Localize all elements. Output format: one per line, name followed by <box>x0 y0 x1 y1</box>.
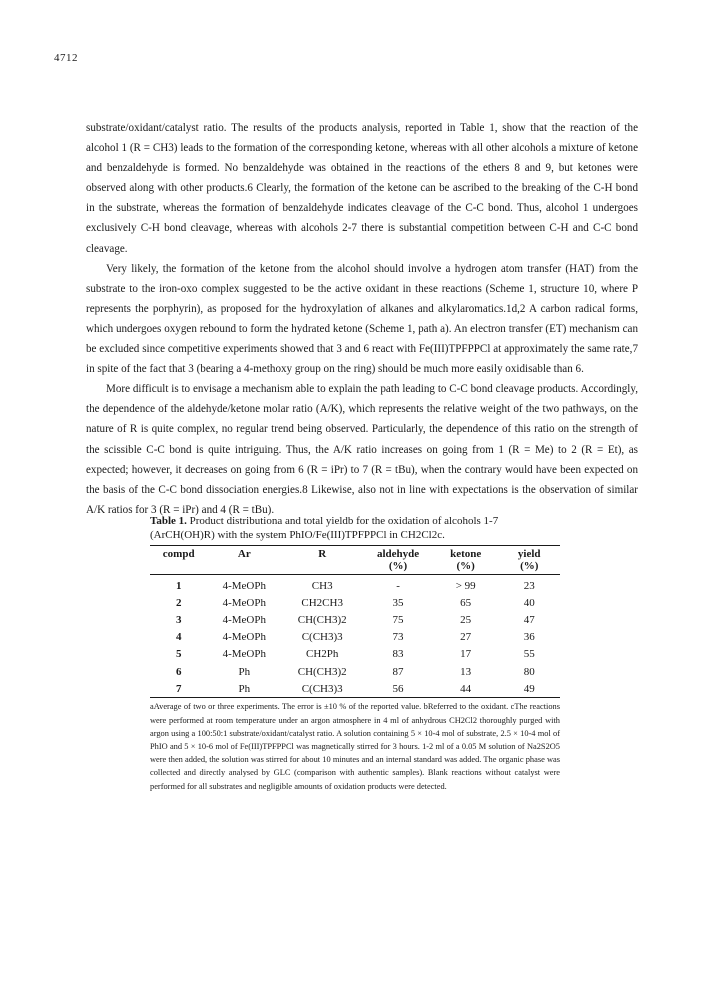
cell-compd: 6 <box>175 665 182 678</box>
table-row <box>150 680 560 698</box>
table-label: Table 1. <box>150 515 187 527</box>
cell-r: C(CH3)3 <box>301 631 343 644</box>
paragraph-3: More difficult is to envisage a mechanism able to explain the path leading to C-C bond cleavage products. Accordingly, the dependence of the aldehyde/ketone molar ratio (A/K), which represents the relative weight of the two pathways, on the nature of R is quite complex, no regular trend being observed. Particularly, the dependence of this ratio on the strength of the scissible C-C bond is quite intriguing. Thus, the A/K ratio increases on going from 1 (R = Me) to 2 (R = Et), as expected; however, it decreases on going from 6 (R = iPr) to 7 (R = tBu), when the contrary would have been expected on the basis of the C-C bond dissociation energies.8 Likewise, also not in line with expectations is the observation of similar A/K ratios for 3 (R = iPr) and 4 (R = tBu). <box>86 383 638 516</box>
cell-ar: 4-MeOPh <box>222 631 266 644</box>
cell-compd: 5 <box>175 648 182 661</box>
header-aldehyde: aldehyde <box>363 546 433 561</box>
cell-compd: 1 <box>175 579 182 592</box>
cell-aldehyde: - <box>396 579 400 592</box>
cell-compd: 4 <box>175 631 182 644</box>
cell-yield: 23 <box>523 579 535 592</box>
cell-yield: 40 <box>523 596 535 609</box>
table-footnote: aAverage of two or three experiments. The error is ±10 % of the reported value. bReferred to the oxidant. cThe reactions were performed at room temperature under an argon atmosphere in 4 ml of anhydrous CH2Cl2 thoroughly purged with argon using a 100:50:1 substrate/oxidant/catalyst ratio. A solution containing 5 × 10-4 mol of substrate, 2.5 × 10-4 mol of PhIO and 5 × 10-6 mol of Fe(III)TPFPPCl was magnetically stirred for 3 hours. 1-2 ml of a 0.05 M solution of Na2S2O5 were then added, the solution was stirred for about 10 minutes and an internal standard was added. The organic phase was collected and directly analysed by GLC (comparison with authentic samples). Blank reactions without catalyst were performed for all substrates and negligible amounts of oxidation products were detected. <box>150 702 560 791</box>
cell-r: CH(CH3)2 <box>297 665 347 678</box>
table-unit-row <box>150 560 560 575</box>
paragraph-1: substrate/oxidant/catalyst ratio. The results of the products analysis, reported in Table 1, show that the reaction of the alcohol 1 (R = CH3) leads to the formation of the corresponding ketone, whereas with all other alcohols a mixture of ketone and benzaldehyde is formed. No benzaldehyde was obtained in the reactions of the ethers 8 and 9, but ketones were observed along with other products.6 Clearly, the formation of the ketone can be ascribed to the breaking of the C-H bond in the substrate, whereas the formation of benzaldehyde indicates cleavage of the C-C bond. Thus, alcohol 1 undergoes exclusively C-H bond cleavage, whereas with alcohols 2-7 there is substantial competition between C-H and C-C bond cleavage. <box>86 122 638 255</box>
table-row <box>150 629 560 646</box>
unit-ketone: (%) <box>433 560 499 575</box>
table-row <box>150 611 560 628</box>
table-header-row <box>150 546 560 561</box>
cell-yield: 80 <box>523 665 535 678</box>
cell-ketone: 65 <box>460 596 472 609</box>
table-caption-text: Product distributiona and total yieldb for the oxidation of alcohols 1-7 (ArCH(OH)R) with the system PhIO/Fe(III)TPFPPCl in CH2Cl2c. <box>150 515 499 541</box>
product-distribution-table <box>150 545 560 698</box>
table-row <box>150 594 560 611</box>
header-ketone: ketone <box>433 546 499 561</box>
table-row <box>150 663 560 680</box>
page-number: 4712 <box>54 52 78 64</box>
cell-r: CH(CH3)2 <box>297 613 347 626</box>
cell-yield: 36 <box>523 631 535 644</box>
header-r: R <box>281 546 363 561</box>
cell-aldehyde: 83 <box>392 648 404 661</box>
header-compd: compd <box>150 546 207 561</box>
cell-r: CH2CH3 <box>301 596 343 609</box>
body-text <box>86 118 638 520</box>
cell-compd: 3 <box>175 613 182 626</box>
cell-r: CH2Ph <box>305 648 339 661</box>
table-1 <box>150 514 560 793</box>
cell-aldehyde: 87 <box>392 665 404 678</box>
cell-aldehyde: 35 <box>392 596 404 609</box>
cell-yield: 47 <box>523 613 535 626</box>
cell-ar: Ph <box>238 665 251 678</box>
cell-aldehyde: 75 <box>392 613 404 626</box>
cell-aldehyde: 73 <box>392 631 404 644</box>
cell-ar: 4-MeOPh <box>222 596 266 609</box>
cell-r: C(CH3)3 <box>281 680 363 698</box>
cell-compd: 7 <box>150 680 207 698</box>
cell-r: CH3 <box>311 579 333 592</box>
cell-ketone: 25 <box>460 613 472 626</box>
cell-ar: 4-MeOPh <box>222 579 266 592</box>
table-row <box>150 646 560 663</box>
header-ar: Ar <box>207 546 281 561</box>
cell-ketone: 13 <box>460 665 472 678</box>
cell-aldehyde: 56 <box>363 680 433 698</box>
cell-compd: 2 <box>175 596 182 609</box>
paragraph-2: Very likely, the formation of the ketone from the alcohol should involve a hydrogen atom transfer (HAT) from the substrate to the iron-oxo complex suggested to be the active oxidant in these reactions (Scheme 1, structure 10, where P represents the porphyrin), as proposed for the hydroxylation of alkanes and alkylaromatics.1d,2 A carbon radical forms, which undergoes oxygen rebound to form the hydrated ketone (Scheme 1, path a). An electron transfer (ET) mechanism can be excluded since competitive experiments showed that 3 and 6 react with Fe(III)TPFPPCl at approximately the same rate,7 in spite of the fact that 3 (bearing a 4-methoxy group on the ring) should be much more easily oxidisable than 6. <box>86 262 638 376</box>
cell-ketone: 17 <box>460 648 472 661</box>
cell-ar: 4-MeOPh <box>222 613 266 626</box>
header-yield: yield <box>498 546 560 561</box>
unit-yield: (%) <box>498 560 560 575</box>
cell-ketone: 27 <box>460 631 472 644</box>
cell-ar: 4-MeOPh <box>222 648 266 661</box>
table-row <box>150 575 560 595</box>
table-caption <box>150 514 560 542</box>
cell-yield: 55 <box>523 648 535 661</box>
cell-ar: Ph <box>207 680 281 698</box>
cell-ketone: > 99 <box>455 579 476 592</box>
unit-aldehyde: (%) <box>363 560 433 575</box>
cell-yield: 49 <box>498 680 560 698</box>
cell-ketone: 44 <box>433 680 499 698</box>
